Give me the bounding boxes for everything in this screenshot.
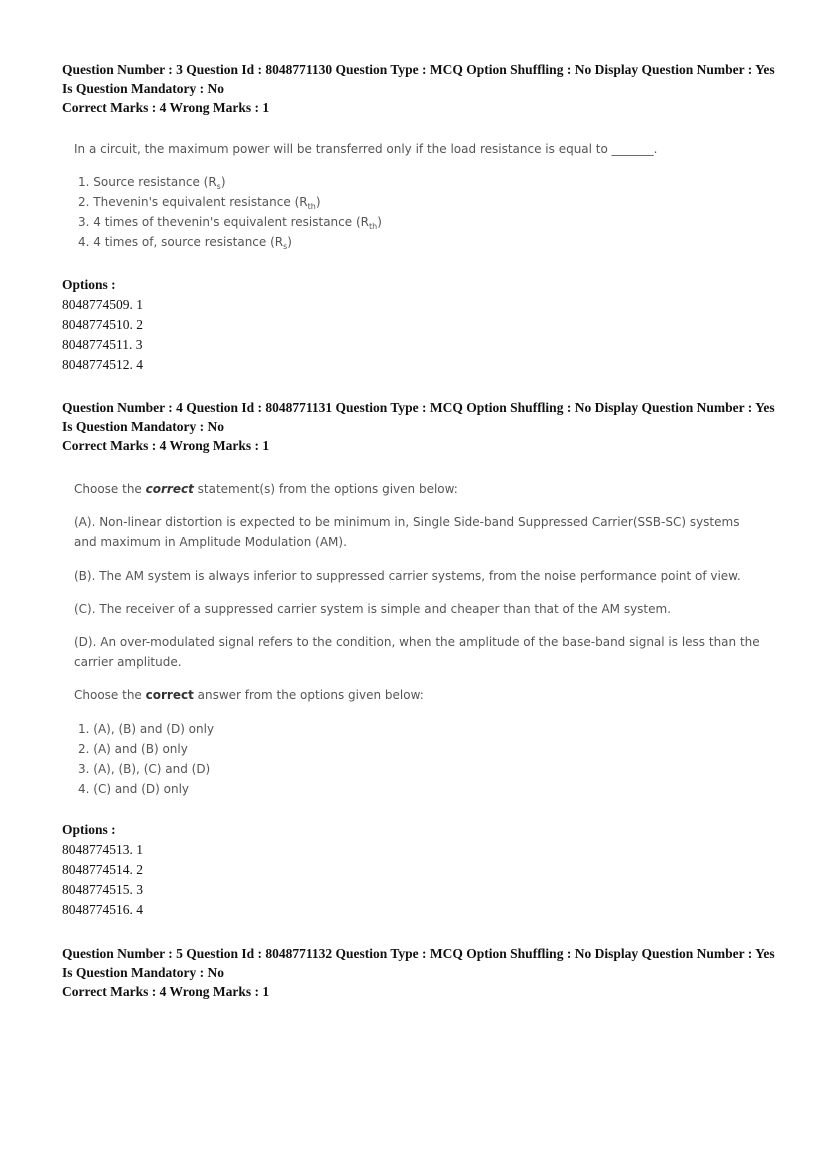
question-4-choice-1: 1. (A), (B) and (D) only <box>78 722 215 736</box>
question-3-choice-2: 2. Thevenin's equivalent resistance $(R_{th})$ <box>78 195 321 211</box>
question-3-mandatory: Is Question Mandatory : No <box>62 81 225 96</box>
question-4-choice-3: 3. (A), (B), (C) and (D) <box>78 762 211 776</box>
option-id: 8048774513. 1 <box>62 842 143 857</box>
question-4-choice-4: 4. (C) and (D) only <box>78 782 190 796</box>
question-4-options <box>62 820 143 920</box>
options-heading: Options : <box>62 822 116 837</box>
question-4-header: Question Number : 4 Question Id : 8048771131 Question Type : MCQ Option Shuffling : No Display Question Number : Yes <box>62 400 775 415</box>
question-4-image-text <box>74 480 764 810</box>
question-4-statement-b: (B). The AM system is always inferior to suppressed carrier systems, from the noise performance point of view. <box>74 569 741 583</box>
question-3-marks: Correct Marks : 4 Wrong Marks : 1 <box>62 100 270 115</box>
question-5-header: Question Number : 5 Question Id : 8048771132 Question Type : MCQ Option Shuffling : No Display Question Number : Yes <box>62 946 775 961</box>
question-3-header: Question Number : 3 Question Id : 8048771130 Question Type : MCQ Option Shuffling : No Display Question Number : Yes <box>62 62 775 77</box>
option-id: 8048774512. 4 <box>62 357 143 372</box>
option-id: 8048774509. 1 <box>62 297 143 312</box>
question-4-meta <box>62 398 782 455</box>
question-3-stem: In a circuit, the maximum power will be transferred only if the load resistance is equal to _______. <box>74 142 658 156</box>
option-id: 8048774514. 2 <box>62 862 143 877</box>
question-5-meta <box>62 944 782 1001</box>
option-id: 8048774515. 3 <box>62 882 143 897</box>
question-4-marks: Correct Marks : 4 Wrong Marks : 1 <box>62 438 270 453</box>
question-4-mandatory: Is Question Mandatory : No <box>62 419 225 434</box>
question-5-marks: Correct Marks : 4 Wrong Marks : 1 <box>62 984 270 999</box>
question-4-statement-a: (A). Non-linear distortion is expected to be minimum in, Single Side-band Suppressed Carrier(SSB-SC) systems and maximum in Amplitude Modulation (AM). <box>74 515 740 549</box>
question-3-meta <box>62 60 782 117</box>
question-3-choice-4: 4. 4 times of, source resistance $(R_s)$ <box>78 235 292 251</box>
question-4-choice-2: 2. (A) and (B) only <box>78 742 188 756</box>
question-4-statement-c: (C). The receiver of a suppressed carrier system is simple and cheaper than that of the AM system. <box>74 602 672 616</box>
option-id: 8048774510. 2 <box>62 317 143 332</box>
question-4-intro: Choose the correct statement(s) from the options given below: <box>74 482 458 496</box>
question-4-statement-d: (D). An over-modulated signal refers to the condition, when the amplitude of the base-band signal is less than the carrier amplitude. <box>74 635 760 669</box>
option-id: 8048774511. 3 <box>62 337 143 352</box>
question-4-answer-prompt: Choose the correct answer from the options given below: <box>74 688 424 702</box>
question-3-choice-1: 1. Source resistance $(R_s)$ <box>78 175 226 191</box>
question-3-options <box>62 275 143 375</box>
option-id: 8048774516. 4 <box>62 902 143 917</box>
question-5-mandatory: Is Question Mandatory : No <box>62 965 225 980</box>
options-heading: Options : <box>62 277 116 292</box>
question-3-image-text <box>74 140 764 260</box>
question-3-choice-3: 3. 4 times of thevenin's equivalent resistance $(R_{th})$ <box>78 215 382 231</box>
